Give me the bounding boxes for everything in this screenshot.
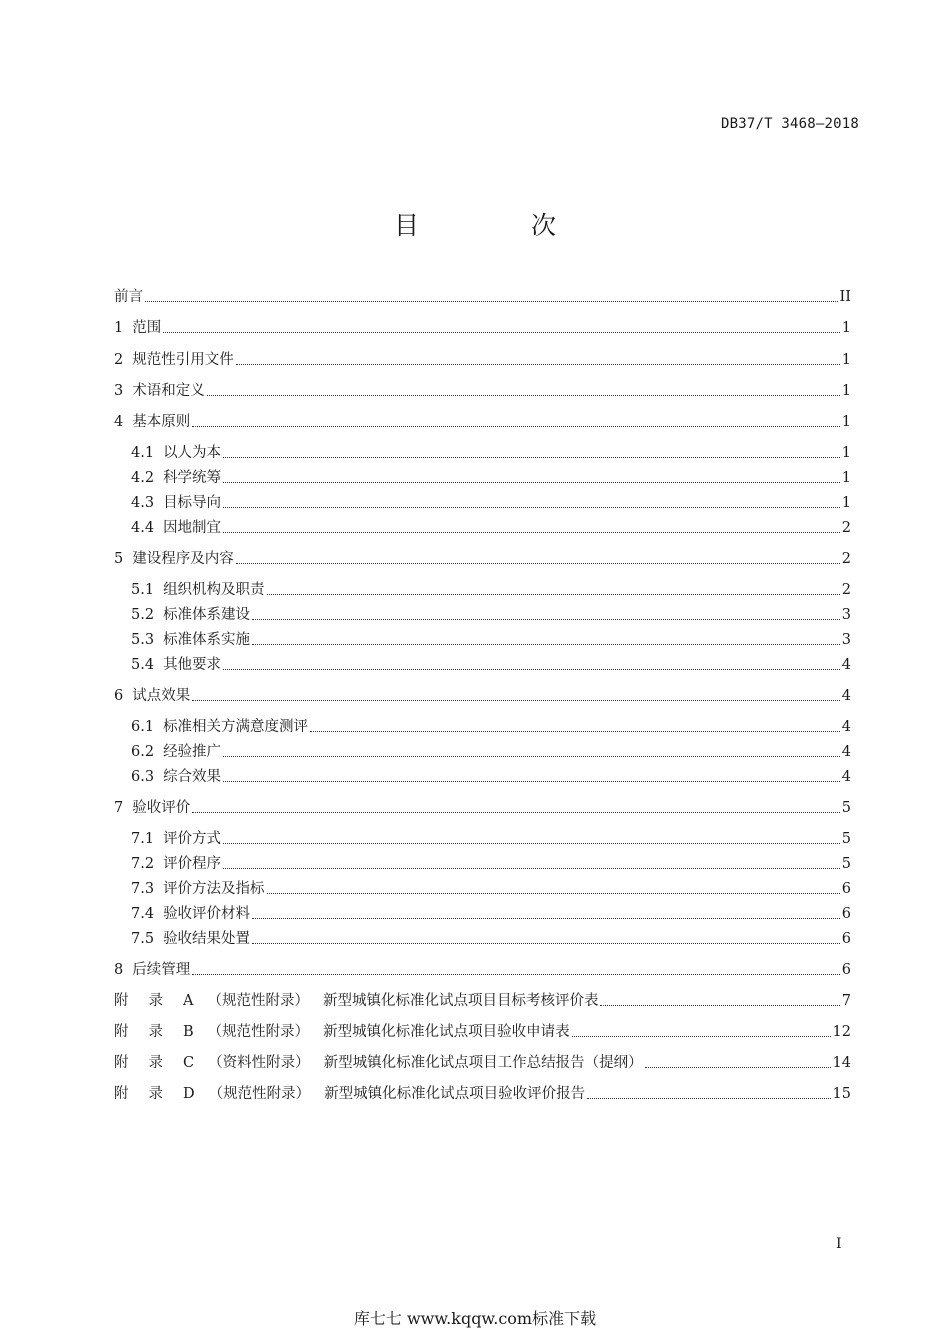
toc-entry-page: 6: [841, 962, 851, 978]
toc-entry[interactable]: [114, 798, 851, 818]
toc-entry-page: 1: [841, 352, 851, 368]
toc-entry-title: 其他要求: [163, 657, 222, 673]
toc-entry-title: 规范性引用文件: [132, 352, 234, 368]
toc-entry-number: 5.1: [131, 582, 155, 598]
toc-entry-title: 评价方式: [163, 831, 222, 847]
toc-entry-page: 4: [841, 657, 851, 673]
appendix-title: 新型城镇化标准化试点项目目标考核评价表: [322, 993, 599, 1009]
toc-entry-page: 1: [841, 320, 851, 336]
toc-entry-page: 5: [841, 831, 851, 847]
toc-entry[interactable]: [114, 767, 851, 787]
toc-entry[interactable]: [114, 717, 851, 737]
toc-entry-page: 6: [841, 881, 851, 897]
toc-entry-title: 验收评价: [132, 800, 191, 816]
dot-leader: [223, 507, 840, 508]
toc-entry[interactable]: [114, 904, 851, 924]
appendix-page: 12: [832, 1024, 851, 1040]
appendix-kind: （资料性附录）: [208, 1055, 310, 1071]
dot-leader: [223, 669, 840, 670]
toc-entry-number: 2: [114, 352, 124, 368]
toc-entry-title: 验收评价材料: [163, 906, 251, 922]
page-title: 目 次: [394, 211, 608, 240]
toc-entry[interactable]: [114, 655, 851, 675]
toc-entry[interactable]: [114, 443, 851, 463]
toc-entry[interactable]: [114, 493, 851, 513]
toc-entry[interactable]: [114, 580, 851, 600]
toc-entry-number: 1: [114, 320, 124, 336]
toc-entry-number: 7.3: [131, 881, 155, 897]
toc-entry-page: II: [839, 289, 851, 305]
toc-entry[interactable]: [114, 412, 851, 432]
dot-leader: [600, 1005, 839, 1006]
toc-entry-page: 1: [841, 414, 851, 430]
toc-entry-title: 标准体系实施: [163, 632, 251, 648]
toc-entry-page: 2: [841, 582, 851, 598]
toc-entry-page: 5: [841, 800, 851, 816]
toc-appendix-entry[interactable]: [114, 1022, 851, 1042]
toc-entry[interactable]: [114, 879, 851, 899]
toc-entry-title: 综合效果: [163, 769, 222, 785]
toc-entry-number: 4: [114, 414, 124, 430]
toc-entry[interactable]: [114, 518, 851, 538]
dot-leader: [192, 974, 840, 975]
appendix-page: 14: [832, 1055, 851, 1071]
toc-entry-title: 目标导向: [163, 495, 222, 511]
toc-entry[interactable]: [114, 605, 851, 625]
toc-entry-number: 7.4: [131, 906, 155, 922]
toc-entry-title: 建设程序及内容: [132, 551, 234, 567]
toc-entry-title: 标准体系建设: [163, 607, 251, 623]
toc-entry-page: 2: [841, 551, 851, 567]
appendix-word: 附录: [114, 993, 183, 1009]
toc-entry[interactable]: [114, 350, 851, 370]
appendix-title: 新型城镇化标准化试点项目验收申请表: [323, 1024, 570, 1040]
dot-leader: [310, 731, 840, 732]
dot-leader: [163, 332, 840, 333]
dot-leader: [236, 563, 840, 564]
dot-leader: [223, 457, 840, 458]
toc-entry-number: 6.2: [131, 744, 155, 760]
dot-leader: [223, 482, 840, 483]
appendix-title: 新型城镇化标准化试点项目工作总结报告（提纲）: [323, 1055, 643, 1071]
footer-watermark: 库七七 www.kqqw.com标准下载: [353, 1309, 597, 1328]
toc-entry[interactable]: [114, 854, 851, 874]
toc-entry-title: 试点效果: [132, 688, 191, 704]
toc-entry-title: 科学统筹: [163, 470, 222, 486]
dot-leader: [572, 1036, 831, 1037]
toc-entry-page: 3: [841, 607, 851, 623]
page-number: I: [836, 1236, 842, 1252]
toc-entry-number: 6.3: [131, 769, 155, 785]
toc-entry-page: 6: [841, 931, 851, 947]
toc-entry-page: 1: [841, 470, 851, 486]
appendix-page: 7: [841, 993, 851, 1009]
toc-entry-page: 4: [841, 719, 851, 735]
toc-entry-number: 5.2: [131, 607, 155, 623]
appendix-kind: （规范性附录）: [207, 1024, 310, 1040]
toc-entry-page: 1: [841, 445, 851, 461]
toc-appendix-entry[interactable]: [114, 991, 851, 1011]
toc-entry-title: 因地制宜: [163, 520, 222, 536]
toc-entry[interactable]: [114, 829, 851, 849]
appendix-letter: B: [183, 1024, 194, 1040]
toc-entry-page: 4: [841, 744, 851, 760]
toc-entry-number: 4.4: [131, 520, 155, 536]
toc-entry-number: 3: [114, 383, 124, 399]
dot-leader: [223, 532, 840, 533]
toc-entry[interactable]: [114, 468, 851, 488]
dot-leader: [267, 594, 840, 595]
toc-entry-number: 8: [114, 962, 124, 978]
toc-entry[interactable]: [114, 287, 851, 307]
toc-entry-page: 2: [841, 520, 851, 536]
dot-leader: [223, 843, 840, 844]
dot-leader: [252, 943, 840, 944]
dot-leader: [587, 1098, 830, 1099]
toc-entry-title: 组织机构及职责: [163, 582, 265, 598]
toc-entry-title: 基本原则: [132, 414, 191, 430]
appendix-word: 附录: [114, 1055, 183, 1071]
appendix-kind: （规范性附录）: [207, 993, 309, 1009]
toc-entry-title: 标准相关方满意度测评: [163, 719, 309, 735]
toc-entry-number: 7.1: [131, 831, 155, 847]
appendix-page: 15: [832, 1086, 851, 1102]
dot-leader: [252, 918, 840, 919]
toc-entry-page: 5: [841, 856, 851, 872]
dot-leader: [207, 395, 840, 396]
toc-entry-title: 评价方法及指标: [163, 881, 265, 897]
toc-appendix-entry[interactable]: [114, 1084, 851, 1104]
dot-leader: [267, 893, 840, 894]
toc-entry-title: 前言: [114, 289, 143, 305]
toc-entry[interactable]: [114, 630, 851, 650]
appendix-word: 附录: [114, 1086, 183, 1102]
dot-leader: [192, 812, 840, 813]
dot-leader: [192, 426, 840, 427]
dot-leader: [192, 700, 840, 701]
dot-leader: [223, 781, 840, 782]
toc-entry-title: 经验推广: [163, 744, 222, 760]
appendix-letter: A: [183, 993, 194, 1009]
toc-entry-page: 1: [841, 495, 851, 511]
dot-leader: [645, 1067, 831, 1068]
toc-entry-page: 6: [841, 906, 851, 922]
toc-entry-number: 5: [114, 551, 124, 567]
appendix-kind: （规范性附录）: [208, 1086, 311, 1102]
toc-entry-number: 5.3: [131, 632, 155, 648]
appendix-letter: D: [183, 1086, 195, 1102]
toc-entry-page: 1: [841, 383, 851, 399]
toc-entry-number: 7.5: [131, 931, 155, 947]
toc-entry-title: 后续管理: [132, 962, 191, 978]
dot-leader: [236, 364, 840, 365]
standard-code: DB37/T 3468—2018: [720, 116, 859, 132]
toc-entry-number: 4.1: [131, 445, 155, 461]
toc-entry-title: 范围: [132, 320, 162, 336]
toc-entry[interactable]: [114, 686, 851, 706]
toc-entry-title: 评价程序: [163, 856, 222, 872]
dot-leader: [145, 301, 838, 302]
appendix-letter: C: [183, 1055, 195, 1071]
toc-entry-page: 3: [841, 632, 851, 648]
toc-entry-number: 7.2: [131, 856, 155, 872]
dot-leader: [252, 619, 840, 620]
toc-entry[interactable]: [114, 381, 851, 401]
toc-entry[interactable]: [114, 929, 851, 949]
toc-entry-page: 4: [841, 688, 851, 704]
toc-entry-title: 以人为本: [163, 445, 222, 461]
appendix-title: 新型城镇化标准化试点项目验收评价报告: [324, 1086, 586, 1102]
toc-entry[interactable]: [114, 318, 851, 338]
toc-entry-number: 6.1: [131, 719, 155, 735]
appendix-word: 附录: [114, 1024, 183, 1040]
toc-entry-title: 术语和定义: [132, 383, 205, 399]
toc-entry-number: 4.2: [131, 470, 155, 486]
toc-entry[interactable]: [114, 960, 851, 980]
toc-appendix-entry[interactable]: [114, 1053, 851, 1073]
dot-leader: [252, 644, 840, 645]
dot-leader: [223, 756, 840, 757]
toc-entry[interactable]: [114, 549, 851, 569]
toc-entry-page: 4: [841, 769, 851, 785]
toc-entry-number: 4.3: [131, 495, 155, 511]
dot-leader: [223, 868, 840, 869]
toc-entry-number: 7: [114, 800, 124, 816]
toc-entry-number: 6: [114, 688, 124, 704]
toc-entry-number: 5.4: [131, 657, 155, 673]
toc-entry[interactable]: [114, 742, 851, 762]
toc-entry-title: 验收结果处置: [163, 931, 251, 947]
